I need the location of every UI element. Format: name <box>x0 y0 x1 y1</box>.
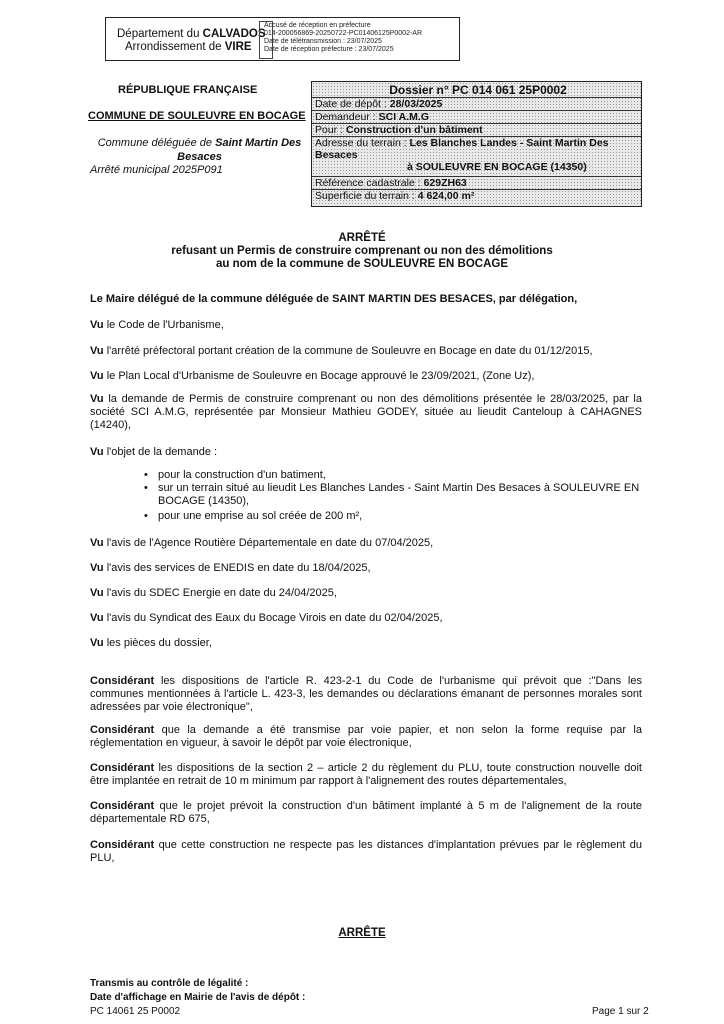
vu-paragraph: Vu la demande de Permis de construire comprenant ou non des démolitions présentée le 28/03/2025, par la société SCI A.M.G, représentée par Monsieur Mathieu GODEY, située au lieudit Canteloup à CAHAGNES (14240), <box>90 393 642 431</box>
considerant-paragraph: Considérant les dispositions de la section 2 – article 2 du règlement du PLU, toute construction nouvelle doit être implantée en retrait de 10 m minimum par rapport à l'alignement des routes départementales, <box>90 762 642 787</box>
page-number: Page 1 sur 2 <box>592 1006 649 1017</box>
vu-paragraph: Vu l'objet de la demande : <box>90 446 218 458</box>
arrete-subtitle: refusant un Permis de construire comprenant ou non des démolitions <box>171 245 553 257</box>
footer-legalite: Transmis au contrôle de légalité : <box>90 978 249 989</box>
vu-paragraph: Vu les pièces du dossier, <box>90 637 212 649</box>
vu-paragraph: Vu l'avis du SDEC Energie en date du 24/04/2025, <box>90 587 337 599</box>
considerant-paragraph: Considérant que cette construction ne respecte pas les distances d'implantation prévues par le règlement du PLU, <box>90 839 642 864</box>
dossier-demandeur: Demandeur : SCI A.M.G <box>312 111 641 124</box>
stamp-line: Date de télétransmission : 23/07/2025 <box>264 38 382 45</box>
vu-paragraph: Vu l'avis de l'Agence Routière Départementale en date du 07/04/2025, <box>90 537 434 549</box>
maire-line: Le Maire délégué de la commune déléguée de SAINT MARTIN DES BESACES, par délégation, <box>90 293 578 305</box>
republique-heading: RÉPUBLIQUE FRANÇAISE <box>118 84 258 96</box>
department-line: Département du CALVADOS <box>117 28 266 40</box>
considerant-paragraph: Considérant que le projet prévoit la construction d'un bâtiment implanté à 5 m de l'alignement de la route départementale RD 675, <box>90 800 642 825</box>
considerant-paragraph: Considérant les dispositions de l'article R. 423-2-1 du Code de l'urbanisme qui prévoit que :"Dans les communes mentionnées à l'article L. 423-3, les demandes ou déclarations émanant de personnes morales sont adressées par voie électronique", <box>90 675 642 713</box>
vu-paragraph: Vu l'avis des services de ENEDIS en date du 18/04/2025, <box>90 562 371 574</box>
arrete-heading: ARRÊTE <box>338 927 386 939</box>
stamp-line: 014-200056869-20250722-PC01406125P0002-AR <box>264 30 423 37</box>
commune-deleguee: Commune déléguée de Saint Martin Des Besaces <box>97 137 302 163</box>
arrete-subtitle: au nom de la commune de SOULEUVRE EN BOCAGE <box>215 258 509 270</box>
stamp-line: Date de réception préfecture : 23/07/2025 <box>264 46 394 53</box>
dossier-superficie: Superficie du terrain : 4 624,00 m² <box>315 190 475 202</box>
vu-paragraph: Vu le Code de l'Urbanisme, <box>90 319 224 331</box>
dossier-title: Dossier n° PC 014 061 25P0002 <box>312 82 641 98</box>
list-item: pour une emprise au sol créée de 200 m², <box>158 510 363 522</box>
footer-affichage: Date d'affichage en Mairie de l'avis de dépôt : <box>90 992 306 1003</box>
dossier-pour: Pour : Construction d'un bâtiment <box>312 124 641 137</box>
list-item: pour la construction d'un batiment, <box>158 469 326 481</box>
considerant-paragraph: Considérant que la demande a été transmise par voie papier, et non selon la forme requise par la réglementation en vigueur, à savoir le dépôt par voie électronique, <box>90 724 642 749</box>
dossier-box <box>311 81 642 207</box>
footer-reference: PC 14061 25 P0002 <box>90 1006 181 1017</box>
bullet: • <box>144 469 148 481</box>
vu-paragraph: Vu l'arrêté préfectoral portant création de la commune de Souleuvre en Bocage en date du 01/12/2015, <box>90 345 593 357</box>
arrete-title: ARRÊTÉ <box>338 232 386 244</box>
arrondissement-line: Arrondissement de VIRE <box>125 41 252 53</box>
arrete-municipal: Arrêté municipal 2025P091 <box>90 164 223 176</box>
bullet: • <box>144 482 148 494</box>
dossier-adresse: Adresse du terrain : Les Blanches Landes - Saint Martin Des Besaces à SOULEUVRE EN BOCAGE (14350) <box>312 137 641 177</box>
list-item: sur un terrain situé au lieudit Les Blanches Landes - Saint Martin Des Besaces à SOULEUVRE EN BOCAGE (14350), <box>158 482 640 507</box>
bullet: • <box>144 510 148 522</box>
dossier-reference: Référence cadastrale : 629ZH63 <box>312 177 641 190</box>
commune-heading: COMMUNE DE SOULEUVRE EN BOCAGE <box>88 110 306 122</box>
vu-paragraph: Vu le Plan Local d'Urbanisme de Souleuvre en Bocage approuvé le 23/09/2021, (Zone Uz), <box>90 370 535 382</box>
vu-paragraph: Vu l'avis du Syndicat des Eaux du Bocage Virois en date du 02/04/2025, <box>90 612 443 624</box>
stamp-line: Accusé de réception en préfecture <box>264 22 371 29</box>
dossier-date: Date de dépôt : 28/03/2025 <box>312 98 641 111</box>
